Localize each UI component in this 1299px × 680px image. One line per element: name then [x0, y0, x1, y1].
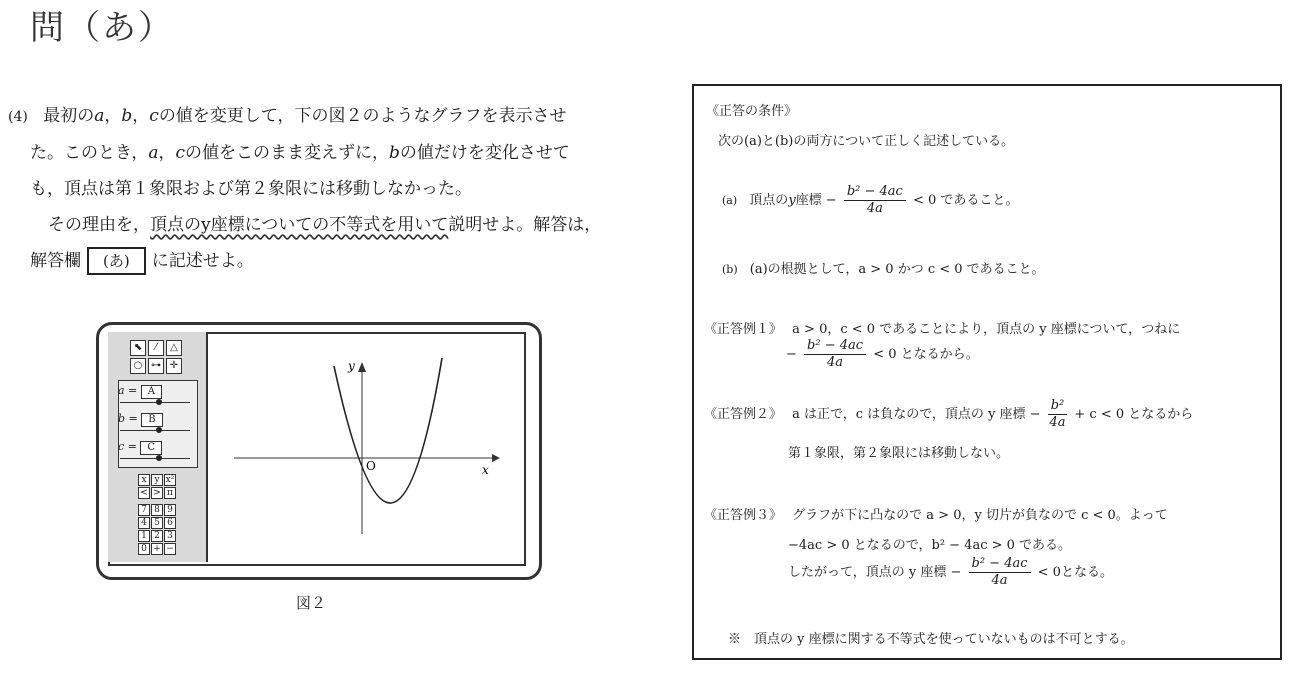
slider-c-track — [120, 458, 190, 459]
example-3-line-3: したがって，頂点の y 座標 − $\frac{\text{b² − 4ac}}{4a}$ < 0となる。 — [788, 556, 1113, 588]
page-title: 問（あ） — [30, 8, 174, 48]
condition-b: (b) (a)の根拠として，a > 0 かつ c < 0 であること。 — [722, 262, 1045, 277]
example-2: 《正答例２》 a は正で，c は負なので，頂点の y 座標 − $\frac{\text{b²}}{4a}$ + c < 0 となるから — [704, 398, 1194, 430]
criteria-header: 《正答の条件》 — [706, 104, 798, 119]
key: x — [138, 474, 150, 486]
key: 5 — [151, 517, 163, 529]
vertex-fraction: $\frac{\text{b² − 4ac}}{4a}$ — [969, 556, 1031, 589]
slider-a-knob — [156, 399, 162, 405]
key: π — [164, 487, 176, 499]
key: > — [151, 487, 163, 499]
slider-a-value: A — [141, 385, 162, 399]
parabola-graph — [206, 334, 520, 560]
cursor-tool-icon: ⬉ — [130, 340, 146, 356]
key: 7 — [138, 504, 150, 516]
line-tool-icon: ⁄ — [148, 340, 164, 356]
key: 4 — [138, 517, 150, 529]
example-1-line-2: − $\frac{\text{b² − 4ac}}{4a}$ < 0 となるから。 — [786, 338, 979, 370]
key: 9 — [164, 504, 176, 516]
example-1: 《正答例１》 a > 0，c < 0 であることにより，頂点の y 座標について，つねに — [704, 322, 1181, 337]
slider-b-knob — [156, 427, 162, 433]
question-line-3: も，頂点は第１象限および第２象限には移動しなかった。 — [30, 179, 472, 199]
key: x² — [165, 475, 175, 485]
slider-tool-icon: ⊶ — [148, 358, 164, 374]
key: 8 — [151, 504, 163, 516]
slider-b-track — [120, 430, 190, 431]
key: + — [151, 543, 163, 555]
example-3: 《正答例３》 グラフが下に凸なので a > 0，y 切片が負なので c < 0。よって — [704, 508, 1168, 523]
key: 6 — [164, 517, 176, 529]
key: 1 — [138, 530, 150, 542]
question-line-1: (4) 最初のa，b，cの値を変更して，下の図２のようなグラフを表示させ — [8, 106, 567, 126]
example-3-line-2: −4ac > 0 となるので，b² − 4ac > 0 である。 — [788, 538, 1072, 553]
y-axis-arrow — [358, 362, 366, 372]
device-control-panel — [108, 332, 208, 562]
example-2-line-2: 第１象限，第２象限には移動しない。 — [788, 446, 1010, 461]
circle-tool-icon: ○ — [130, 358, 146, 374]
parabola-curve — [334, 358, 442, 503]
key: < — [138, 487, 150, 499]
move-tool-icon: ✛ — [166, 358, 182, 374]
slider-b-value: B — [141, 413, 162, 427]
vertex-fraction: $\frac{\text{b² − 4ac}}{4a}$ — [844, 184, 906, 217]
slider-c: c = C — [118, 440, 198, 464]
slider-a-track — [120, 402, 190, 403]
origin-label: O — [366, 459, 376, 473]
criteria-note: ※ 頂点の y 座標に関する不等式を使っていないものは不可とする。 — [728, 632, 1134, 647]
question-line-4: その理由を，頂点のy座標についての不等式を用いて説明せよ。解答は， — [48, 215, 602, 235]
figure-caption: 図２ — [296, 594, 327, 612]
y-axis-label: y — [348, 359, 355, 373]
key: y — [151, 474, 163, 486]
b-squared-fraction: $\frac{\text{b²}}{4a}$ — [1049, 398, 1066, 430]
polygon-tool-icon: △ — [166, 340, 182, 356]
condition-a: (a) 頂点のy座標 − $\frac{\text{b² − 4ac}}{4a}$ < 0 であること。 — [722, 184, 1019, 216]
slider-c-value: C — [140, 441, 162, 455]
symbol-keypad — [138, 474, 176, 499]
number-keypad — [138, 504, 176, 555]
vertex-fraction: $\frac{\text{b² − 4ac}}{4a}$ — [804, 338, 866, 371]
slider-a: a = A — [118, 384, 198, 408]
x-axis-label: x — [482, 463, 489, 477]
slider-b: b = B — [118, 412, 198, 436]
key: 0 — [138, 543, 150, 555]
answer-criteria-panel — [692, 84, 1282, 660]
question-line-5: 解答欄 (あ) に記述せよ。 — [8, 243, 648, 279]
slider-c-knob — [156, 455, 162, 461]
answer-box-label: (あ) — [87, 247, 146, 275]
key: 3 — [164, 530, 176, 542]
question-number: (4) — [8, 109, 28, 125]
question-block — [8, 98, 648, 279]
x-axis-arrow — [492, 454, 500, 462]
criteria-intro: 次の(a)と(b)の両方について正しく記述している。 — [718, 134, 1015, 149]
question-line-2: た。このとき，a，cの値をこのまま変えずに，bの値だけを変化させて — [30, 143, 570, 163]
key: 2 — [151, 530, 163, 542]
key: − — [164, 543, 176, 555]
